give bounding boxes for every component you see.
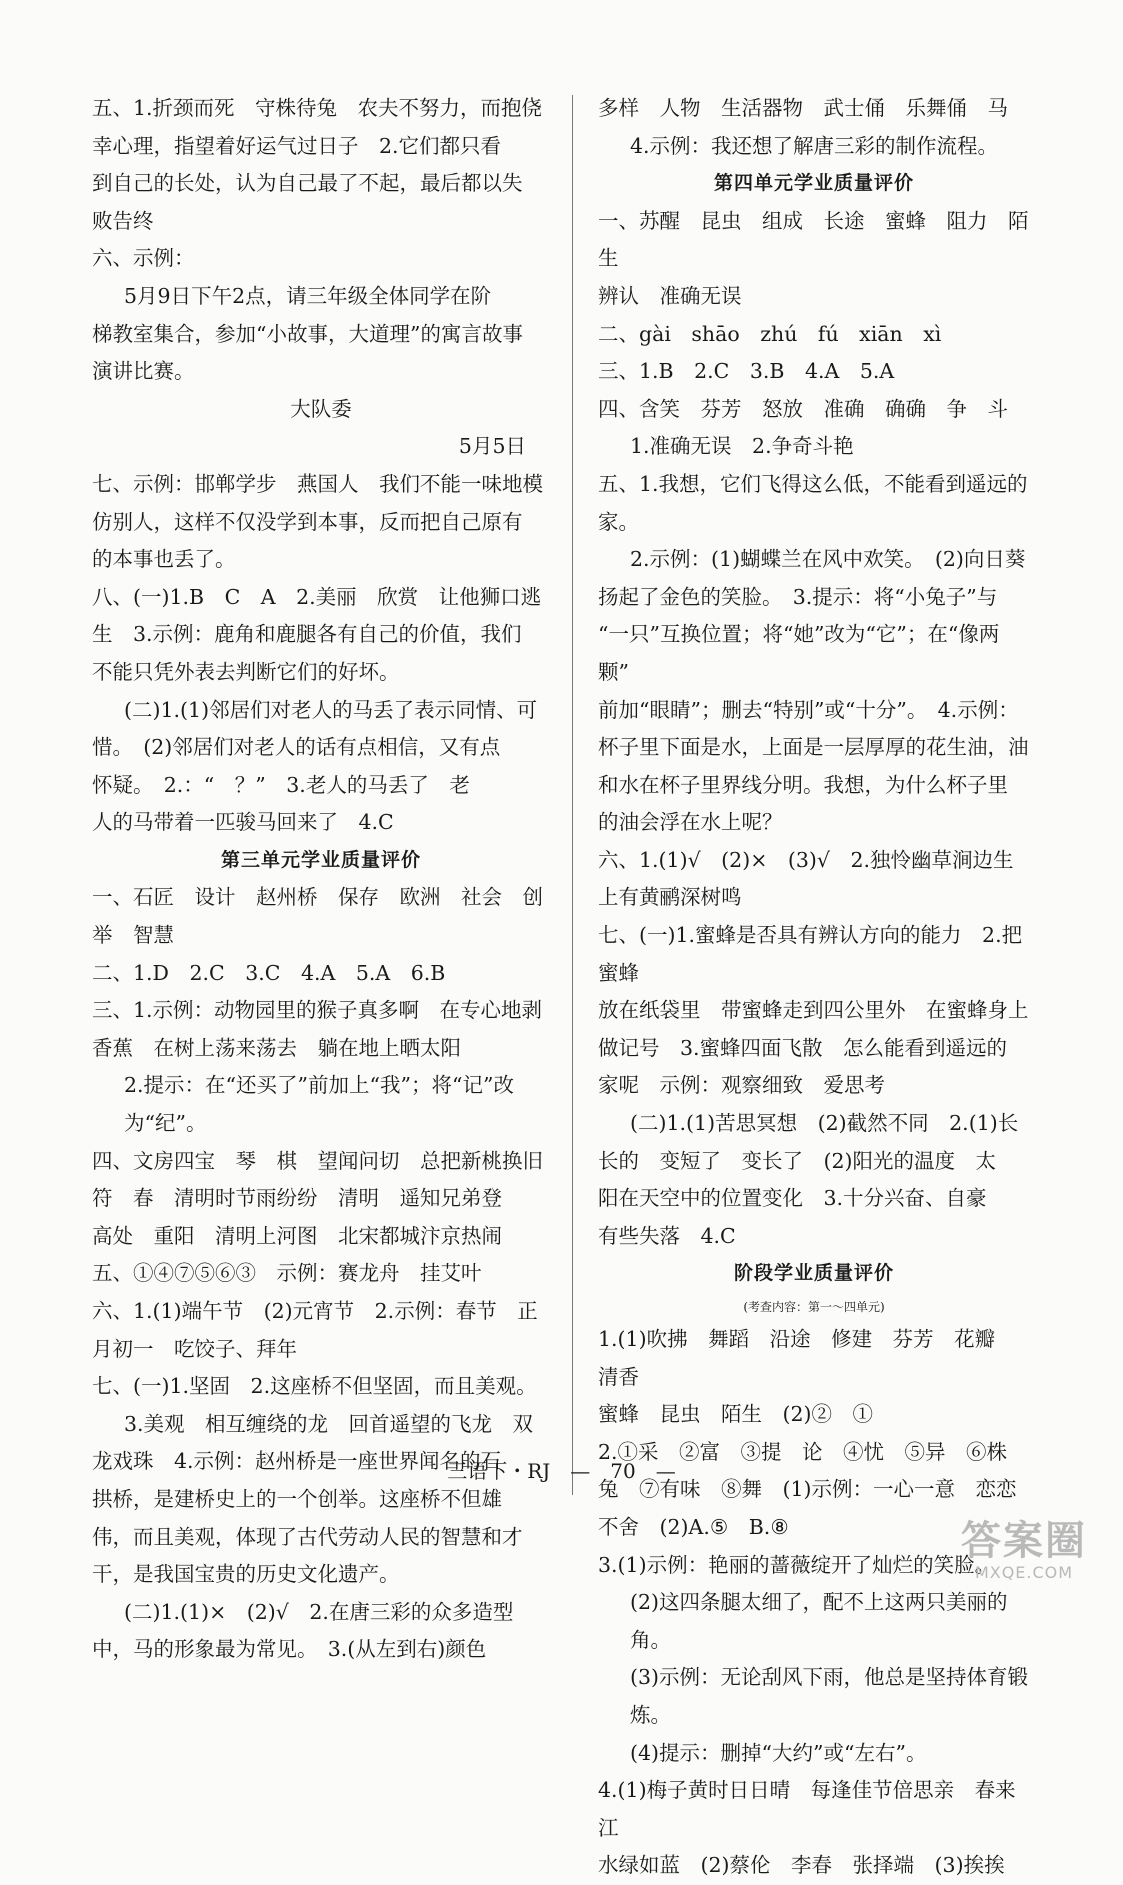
section-heading: 第三单元学业质量评价 — [220, 848, 421, 871]
answer-line: 龙戏珠 4.示例：赵州桥是一座世界闻名的石 — [92, 1449, 502, 1474]
answer-line: 幸心理，指望着好运气过日子 2.它们都只看 — [92, 133, 502, 158]
answer-line: 中，马的形象最为常见。 3.(从左到右)颜色 — [92, 1637, 487, 1662]
answer-line: 一、苏醒 昆虫 组成 长途 蜜蜂 阻力 陌生 — [598, 208, 1029, 271]
answer-line: “一只”互换位置；将“她”改为“它”；在“像两颗” — [598, 622, 1000, 684]
answer-line: 怀疑。 2.：“ ？” 3.老人的马丢了 老 — [92, 772, 470, 797]
answer-line: (考查内容：第一～四单元) — [743, 1300, 885, 1314]
answer-line: 4.示例：我还想了解唐三彩的制作流程。 — [630, 133, 999, 158]
answer-line: 四、文房四宝 琴 棋 望闻问切 总把新桃换旧 — [92, 1148, 543, 1173]
answer-line: 惜。 (2)邻居们对老人的话有点相信，又有点 — [92, 735, 501, 760]
answer-line: 多样 人物 生活器物 武士俑 乐舞俑 马 — [598, 96, 1008, 120]
section-heading: 阶段学业质量评价 — [733, 1262, 894, 1285]
answer-line: 前加“眼睛”；删去“特别”或“十分”。 4.示例： — [598, 697, 1019, 722]
answer-line: 一、石匠 设计 赵州桥 保存 欧洲 社会 创 — [92, 885, 543, 910]
answer-line: 四、含笑 芬芳 怒放 准确 确确 争 斗 — [598, 396, 1008, 421]
answer-line: 4.(1)梅子黄时日日晴 每逢佳节倍思亲 春来江 — [598, 1778, 1016, 1840]
watermark-logo-text: 答案圈 — [961, 1518, 1087, 1564]
column-divider — [572, 95, 573, 1495]
watermark-site: MXQE.COM — [974, 1563, 1074, 1582]
answer-line: 干，是我国宝贵的历史文化遗产。 — [92, 1562, 400, 1587]
answer-line: 长的 变短了 变长了 (2)阳光的温度 太 — [598, 1148, 997, 1173]
answer-line: 兔 ⑦有味 ⑧舞 (1)示例：一心一意 恋恋 — [598, 1477, 1017, 1502]
right-column — [598, 90, 1030, 1885]
answer-line: 五、1.折颈而死 守株待兔 农夫不努力，而抱侥 — [92, 96, 543, 120]
answer-line: 伟，而且美观，体现了古代劳动人民的智慧和才 — [92, 1524, 523, 1549]
answer-line: 家呢 示例：观察细致 爱思考 — [598, 1073, 885, 1098]
answer-line: 大队委 — [290, 396, 352, 421]
answer-line: 拱桥，是建桥史上的一个创举。这座桥不但雄 — [92, 1486, 502, 1511]
answer-line: 阳在天空中的位置变化 3.十分兴奋、自豪 — [598, 1186, 987, 1211]
answer-line: 七、(一)1.蜜蜂是否具有辨认方向的能力 2.把蜜蜂 — [598, 923, 1023, 985]
page-footer: 三语下・RJ — 70 — — [447, 1459, 676, 1483]
answer-line: 和水在杯子里界线分明。我想，为什么杯子里 — [598, 772, 1008, 797]
answer-line: 八、(一)1.B C A 2.美丽 欣赏 让他狮口逃 — [92, 584, 542, 609]
answer-line: 扬起了金色的笑脸。 3.提示：将“小兔子”与 — [598, 584, 998, 609]
answer-line: 上有黄鹂深树鸣 — [598, 885, 742, 910]
answer-line: 2.提示：在“还买了”前加上“我”；将“记”改为“纪”。 — [124, 1073, 514, 1136]
answer-line: 二、1.D 2.C 3.C 4.A 5.A 6.B — [92, 960, 446, 985]
answer-line: 举 智慧 — [92, 923, 174, 948]
answer-line: 辨认 准确无误 — [598, 283, 742, 308]
answer-line: 水绿如蓝 (2)蔡伦 李春 张择端 (3)挨挨 — [598, 1853, 1005, 1878]
answer-line: 符 春 清明时节雨纷纷 清明 遥知兄弟登 — [92, 1186, 502, 1211]
answer-line: 不能只凭外表去判断它们的好坏。 — [92, 659, 400, 684]
answer-line: 六、1.(1)端午节 (2)元宵节 2.示例：春节 正 — [92, 1299, 538, 1323]
answer-line: 的本事也丢了。 — [92, 547, 236, 572]
answer-line: 的油会浮在水上呢？ — [598, 810, 783, 835]
answer-line: (2)这四条腿太细了，配不上这两只美丽的角。 — [630, 1590, 1008, 1652]
answer-line: 1.(1)吹拂 舞蹈 沿途 修建 芬芳 花瓣 清香 — [598, 1327, 1016, 1389]
section-heading: 第四单元学业质量评价 — [713, 172, 914, 195]
answer-line: 月初一 吃饺子、拜年 — [92, 1336, 297, 1361]
answer-line: 六、1.(1)√ (2)× (3)√ 2.独怜幽草涧边生 — [598, 847, 1014, 872]
answer-line: (二)1.(1)苦思冥想 (2)截然不同 2.(1)长 — [630, 1111, 1019, 1136]
answer-line: 3.(1)示例：艳丽的蔷薇绽开了灿烂的笑脸。 — [598, 1552, 996, 1577]
answer-line: 生 3.示例：鹿角和鹿腿各有自己的价值，我们 — [92, 622, 522, 647]
answer-line: 3.美观 相互缠绕的龙 回首遥望的飞龙 双 — [124, 1411, 534, 1436]
answer-line: 杯子里下面是水，上面是一层厚厚的花生油，油 — [598, 735, 1029, 760]
answer-line: 高处 重阳 清明上河图 北宋都城汴京热闹 — [92, 1223, 502, 1248]
answer-line: 二、gài shāo zhú fú xiān xì — [598, 321, 942, 346]
answer-line: 三、1.B 2.C 3.B 4.A 5.A — [598, 359, 895, 384]
answer-line: 5月5日 — [458, 434, 526, 459]
answer-line: 梯教室集合，参加“小故事，大道理”的寓言故事 — [92, 321, 523, 346]
answer-line: 五、①④⑦⑤⑥③ 示例：赛龙舟 挂艾叶 — [92, 1261, 482, 1286]
answer-line: 五、1.我想，它们飞得这么低，不能看到遥远的家。 — [598, 471, 1028, 534]
answer-line: 有些失落 4.C — [598, 1223, 736, 1248]
answer-line: 人的马带着一匹骏马回来了 4.C — [92, 810, 394, 835]
answer-line: 香蕉 在树上荡来荡去 躺在地上晒太阳 — [92, 1035, 461, 1060]
answer-line: 不舍 (2)A.⑤ B.⑧ — [598, 1514, 789, 1539]
answer-line: 2.①采 ②富 ③提 论 ④忧 ⑤异 ⑥株 — [598, 1439, 1008, 1464]
answer-line: 1.准确无误 2.争奇斗艳 — [630, 434, 854, 459]
answer-line: (二)1.(1)× (2)√ 2.在唐三彩的众多造型 — [124, 1599, 514, 1624]
left-column — [92, 90, 550, 1669]
answer-line: (3)示例：无论刮风下雨，他总是坚持体育锻炼。 — [630, 1665, 1029, 1727]
answer-line: 七、(一)1.坚固 2.这座桥不但坚固，而且美观。 — [92, 1374, 537, 1399]
answer-line: 2.示例：(1)蝴蝶兰在风中欢笑。 (2)向日葵 — [630, 547, 1026, 572]
answer-line: 蜜蜂 昆虫 陌生 (2)② ① — [598, 1402, 874, 1427]
answer-line: 到自己的长处，认为自己最了不起，最后都以失 — [92, 171, 523, 196]
answer-line: 演讲比赛。 — [92, 359, 195, 384]
answer-line: 三、1.示例：动物园里的猴子真多啊 在专心地剥 — [92, 998, 543, 1023]
answer-line: 七、示例：邯郸学步 燕国人 我们不能一味地模 — [92, 471, 543, 496]
answer-line: (4)提示：删掉“大约”或“左右”。 — [630, 1740, 927, 1765]
answer-line: 败告终 — [92, 208, 154, 233]
answer-line: 做记号 3.蜜蜂四面飞散 怎么能看到遥远的 — [598, 1035, 1008, 1060]
answer-line: 仿别人，这样不仅没学到本事，反而把自己原有 — [92, 509, 523, 534]
watermark-logo — [939, 1518, 1109, 1588]
answer-line: 六、示例： — [92, 246, 195, 271]
answer-line: (二)1.(1)邻居们对老人的马丢了表示同情、可 — [124, 697, 538, 722]
answer-line: 5月9日下午2点，请三年级全体同学在阶 — [124, 283, 492, 308]
answer-line: 放在纸袋里 带蜜蜂走到四公里外 在蜜蜂身上 — [598, 998, 1029, 1023]
